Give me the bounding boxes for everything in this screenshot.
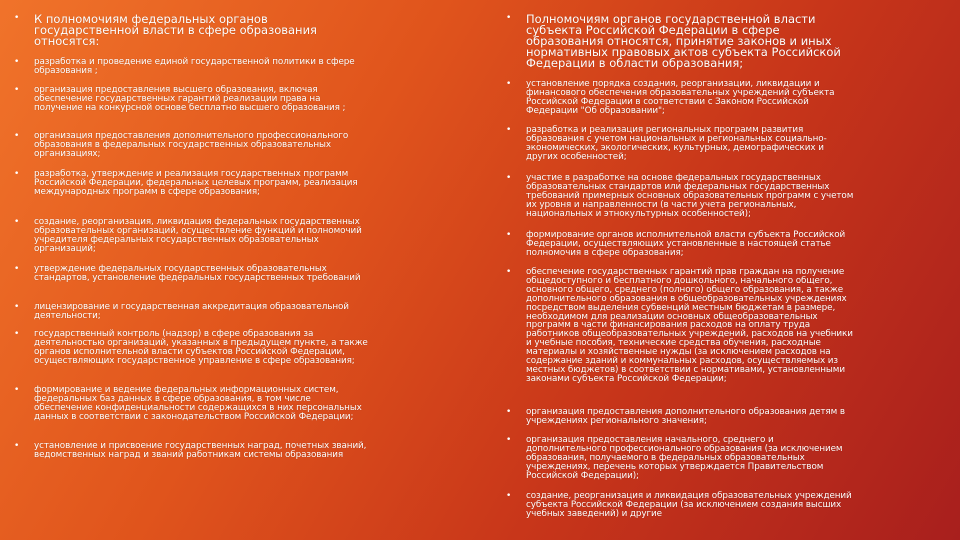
bullet-icon: • [14, 217, 20, 227]
right-item-text: организация предоставления дополнительного образования детям в учреждениях регионального значения; [526, 407, 845, 426]
left-list-item [14, 330, 370, 366]
bullet-icon: • [506, 79, 512, 89]
bullet-icon: • [14, 302, 20, 312]
left-list-item [14, 386, 370, 422]
right-item-text: формирование органов исполнительной власти субъекта Российской Федерации, осуществляющих установленные в настоящей статье полномочия в сфере образования; [526, 230, 846, 258]
right-list-item [506, 268, 856, 384]
left-list-item [14, 265, 370, 283]
right-list-item [506, 436, 856, 481]
right-list-item [506, 492, 856, 519]
bullet-icon: • [14, 57, 20, 67]
bullet-icon: • [506, 13, 512, 23]
bullet-icon: • [506, 267, 512, 277]
bullet-icon: • [14, 264, 20, 274]
bullet-icon: • [506, 173, 512, 183]
left-item-text: утверждение федеральных государственных образовательных стандартов, установление федеральных государственных требований [34, 264, 361, 283]
bullet-icon: • [14, 329, 20, 339]
left-item-text: формирование и ведение федеральных информационных систем, федеральных баз данных в сфере образования, в том числе обеспечение конфиденциальности содержащихся в них персональных данных в соответствии с законодательством Российской Федерации; [34, 385, 362, 422]
right-item-text: установление порядка создания, реорганизации, ликвидации и финансового обеспечения образовательных учреждений субъекта Российской Федерации в соответствии с Законом Российской Федерации "Об образовании"; [526, 79, 835, 116]
bullet-icon: • [506, 125, 512, 135]
bullet-icon: • [14, 441, 20, 451]
right-item-text: организация предоставления начального, среднего и дополнительного профессионального образования (за исключением образования, получаемого в федеральных образовательных учреждениях, перечень которых утверждается Правительством Российской Федерации); [526, 435, 843, 481]
left-list-item [14, 132, 370, 159]
bullet-icon: • [14, 169, 20, 179]
left-item-text: создание, реорганизация, ликвидация федеральных государственных образовательных организаций, осуществление функций и полномочий учредителя федеральных государственных образовательных организаций; [34, 217, 362, 254]
bullet-icon: • [14, 85, 20, 95]
right-item-text: участие в разработке на основе федеральных государственных образовательных стандартов или федеральных государственных требований примерных основных образовательных программ с учетом их уровня и направленности (в части учета региональных, национальных и этнокультурных особенностей); [526, 173, 854, 219]
bullet-icon: • [506, 407, 512, 417]
left-list-item [14, 442, 370, 460]
bullet-icon: • [506, 491, 512, 501]
right-list-item [506, 174, 856, 219]
left-heading [14, 14, 370, 47]
bullet-icon: • [14, 385, 20, 395]
bullet-icon: • [506, 230, 512, 240]
left-item-text: организация предоставления высшего образования, включая обеспечение государственных гарантий реализации права на получение на конкурсной основе бесплатно высшего образования ; [34, 85, 346, 113]
left-list-item [14, 218, 370, 254]
right-list-item [506, 80, 856, 116]
left-item-text: разработка и проведение единой государственной политики в сфере образования ; [34, 57, 355, 76]
right-heading-text: Полномочиям органов государственной власти субъекта Российской Федерации в сфере образования относятся, принятие законов и иных нормативных правовых актов субъекта Российской Федерации в области образования; [526, 12, 841, 70]
bullet-icon: • [14, 13, 20, 23]
left-list-item [14, 86, 370, 113]
left-item-text: разработка, утверждение и реализация государственных программ Российской Федерации, федеральных целевых программ, реализация международных программ в сфере образования; [34, 169, 358, 197]
right-heading [506, 14, 856, 69]
left-list-item [14, 58, 370, 76]
right-item-text: создание, реорганизация и ликвидация образовательных учреждений субъекта Российской Федерации (за исключением создания высших учебных заведений) и другие [526, 491, 852, 519]
left-item-text: государственный контроль (надзор) в сфере образования за деятельностью организаций, указанных в предыдущем пункте, а также органов исполнительной власти субъектов Российской Федерации, осуществляющих государственное управление в сфере образования; [34, 329, 368, 366]
left-item-text: организация предоставления дополнительного профессионального образования в федеральных государственных образовательных организациях; [34, 131, 349, 159]
right-list-item [506, 231, 856, 258]
right-list-item [506, 408, 856, 426]
bullet-icon: • [14, 131, 20, 141]
left-list-item [14, 170, 370, 197]
right-item-text: обеспечение государственных гарантий прав граждан на получение общедоступного и бесплатного дошкольного, начального общего, основного общего, среднего (полного) общего образования, а также дополнительного образования в общеобразовательных учреждениях посредством выделения субвенций местным бюджетам в размере, необходимом для реализации основных общеобразовательных программ в части финансирования расходов на оплату труда работников общеобразовательных учреждений, расходов на учебники и учебные пособия, технические средства обучения, расходные материалы и хозяйственные нужды (за исключением расходов на содержание зданий и коммунальных расходов, осуществляемых из местных бюджетов) в соответствии с нормативами, установленными законами субъекта Российской Федерации; [526, 267, 853, 384]
right-item-text: разработка и реализация региональных программ развития образования с учетом национальных и региональных социально-экономических, экологических, культурных, демографических и других особенностей; [526, 125, 827, 162]
left-heading-text: К полномочиям федеральных органов государственной власти в сфере образования относятся: [34, 12, 317, 48]
left-item-text: лицензирование и государственная аккредитация образовательной деятельности; [34, 302, 349, 321]
left-list-item [14, 303, 370, 321]
bullet-icon: • [506, 435, 512, 445]
right-list-item [506, 126, 856, 162]
left-item-text: установление и присвоение государственных наград, почетных званий, ведомственных наград и званий работникам системы образования [34, 441, 367, 460]
